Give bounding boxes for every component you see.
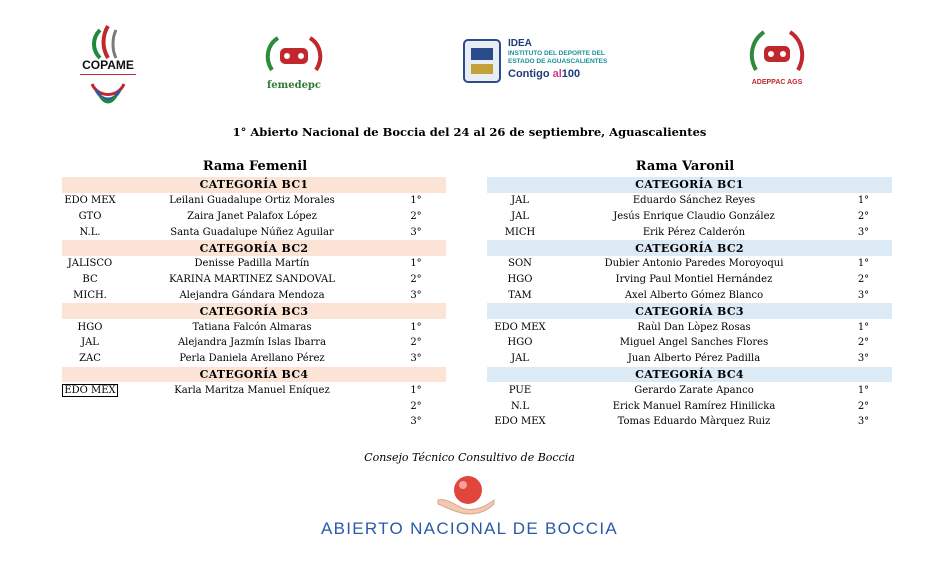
- place-cell: 1°: [410, 384, 422, 396]
- idea-line2: ESTADO DE AGUASCALIENTES: [508, 58, 608, 65]
- table-row: [62, 272, 446, 288]
- place-cell: 3°: [857, 353, 870, 365]
- table-row: [62, 351, 446, 367]
- event-title: 1° Abierto Nacional de Boccia del 24 al 26 de septiembre, Aguascalientes: [232, 125, 707, 139]
- rama-varonil-heading: Rama Varonil: [635, 159, 735, 174]
- category-label: CATEGORÍA BC3: [487, 303, 892, 319]
- athlete-cell: Tomas Eduardo Màrquez Ruiz: [617, 416, 771, 428]
- state-cell: JAL: [81, 337, 99, 349]
- table-row: [62, 193, 446, 209]
- place-cell: 3°: [857, 226, 870, 238]
- place-cell: 1°: [857, 195, 870, 207]
- boccia-ball-icon: [436, 474, 496, 516]
- state-cell: GTO: [78, 210, 102, 222]
- table-row: [487, 414, 892, 430]
- consejo-tecnico-text: Consejo Técnico Consultivo de Boccia: [364, 451, 575, 464]
- copame-underline: [80, 74, 136, 75]
- adeppac-name: ADEPPAC AGS: [751, 79, 803, 86]
- category-row: [62, 367, 446, 383]
- adeppac-wreath-icon: [744, 26, 810, 80]
- femedepc-logo: [258, 30, 330, 98]
- athlete-cell: Gerardo Zarate Apanco: [634, 384, 754, 396]
- state-cell: HGO: [507, 274, 533, 286]
- table-row: [62, 335, 446, 351]
- place-cell: 3°: [857, 289, 870, 301]
- state-cell: EDO MEX: [494, 416, 546, 428]
- table-row: [487, 193, 892, 209]
- table-row: [487, 351, 892, 367]
- place-cell: 2°: [410, 400, 422, 412]
- boccia-ball-hand-logo: [436, 474, 496, 516]
- state-cell: MICH.: [73, 289, 107, 301]
- state-cell: TAM: [508, 289, 532, 301]
- place-cell: 3°: [410, 226, 422, 238]
- state-cell: ZAC: [79, 353, 101, 365]
- category-label: CATEGORÍA BC4: [487, 367, 892, 383]
- table-row: [487, 398, 892, 414]
- place-cell: 2°: [857, 274, 870, 286]
- athlete-cell: Miguel Angel Sanches Flores: [619, 337, 769, 349]
- place-cell: 3°: [410, 416, 422, 428]
- category-label: CATEGORÍA BC2: [62, 240, 446, 256]
- athlete-cell: [118, 414, 386, 430]
- place-cell: 1°: [410, 321, 422, 333]
- athlete-cell: Leilani Guadalupe Ortiz Morales: [169, 195, 335, 207]
- athlete-cell: Eduardo Sánchez Reyes: [632, 195, 756, 207]
- category-row: [62, 177, 446, 193]
- athlete-cell: [118, 398, 386, 414]
- table-row: [62, 382, 446, 398]
- table-row: [487, 335, 892, 351]
- state-cell: N.L.: [79, 226, 101, 238]
- athlete-cell: Axel Alberto Gómez Blanco: [624, 289, 764, 301]
- abierto-nacional-boccia-text: ABIERTO NACIONAL DE BOCCIA: [320, 519, 619, 538]
- femenil-results-table: [62, 177, 446, 430]
- place-cell: 3°: [410, 289, 422, 301]
- state-cell: SON: [508, 258, 532, 270]
- athlete-cell: Santa Guadalupe Núñez Aguilar: [170, 226, 334, 238]
- table-row: [62, 224, 446, 240]
- state-cell: MICH: [504, 226, 536, 238]
- athlete-cell: Zaira Janet Palafox López: [187, 210, 317, 222]
- place-cell: 1°: [410, 258, 422, 270]
- state-cell: PUE: [508, 384, 532, 396]
- femedepc-name: femedepc: [266, 80, 322, 91]
- state-cell: BC: [82, 274, 98, 286]
- place-cell: 3°: [857, 416, 870, 428]
- place-cell: 2°: [857, 400, 870, 412]
- category-row: [62, 303, 446, 319]
- table-row: [62, 319, 446, 335]
- state-cell: JAL: [511, 210, 529, 222]
- table-row: [62, 398, 446, 414]
- idea-logo: [462, 38, 612, 86]
- athlete-cell: Dubier Antonio Paredes Moroyoqui: [604, 258, 784, 270]
- copame-name: COPAME: [82, 58, 134, 72]
- idea-slogan-c: 100: [561, 68, 581, 80]
- table-row: [487, 288, 892, 304]
- category-label: CATEGORÍA BC4: [62, 367, 446, 383]
- place-cell: 2°: [410, 274, 422, 286]
- category-label: CATEGORÍA BC3: [62, 303, 446, 319]
- place-cell: 3°: [410, 353, 422, 365]
- state-cell: EDO MEX: [494, 321, 546, 333]
- idea-line1: INSTITUTO DEL DEPORTE DEL: [508, 50, 605, 57]
- place-cell: 1°: [410, 195, 422, 207]
- adeppac-logo: [744, 26, 810, 92]
- state-cell: N.L: [511, 400, 529, 412]
- place-cell: 1°: [857, 321, 870, 333]
- place-cell: 1°: [857, 258, 870, 270]
- athlete-cell: Irving Paul Montiel Hernández: [615, 274, 773, 286]
- copame-logo: [78, 24, 138, 106]
- state-cell: [62, 414, 118, 430]
- idea-slogan-a: Contigo: [508, 68, 550, 80]
- category-label: CATEGORÍA BC1: [487, 177, 892, 193]
- category-row: [487, 303, 892, 319]
- category-row: [487, 177, 892, 193]
- idea-slogan-b: al: [552, 68, 562, 80]
- athlete-cell: KARINA MARTINEZ SANDOVAL: [169, 274, 335, 286]
- category-row: [487, 367, 892, 383]
- state-cell: HGO: [77, 321, 103, 333]
- category-row: [487, 240, 892, 256]
- category-label: CATEGORÍA BC2: [487, 240, 892, 256]
- varonil-results-table: [487, 177, 892, 430]
- state-cell: [62, 382, 118, 398]
- rama-femenil-heading: Rama Femenil: [202, 159, 308, 174]
- place-cell: 2°: [410, 337, 422, 349]
- state-cell-selected: EDO MEX: [64, 384, 116, 396]
- idea-short: IDEA: [508, 38, 532, 49]
- athlete-cell: Alejandra Gándara Mendoza: [179, 289, 325, 301]
- table-row: [487, 272, 892, 288]
- state-cell: JALISCO: [67, 258, 113, 270]
- athlete-cell: Raùl Dan Lòpez Rosas: [637, 321, 751, 333]
- athlete-cell: Karla Maritza Manuel Eníquez: [174, 384, 330, 396]
- table-row: [487, 224, 892, 240]
- table-row: [62, 414, 446, 430]
- state-cell: [62, 398, 118, 414]
- femedepc-wreath-icon: [258, 30, 330, 82]
- athlete-cell: Tatiana Falcón Almaras: [192, 321, 312, 333]
- table-row: [487, 209, 892, 225]
- athlete-cell: Perla Daniela Arellano Pérez: [179, 353, 325, 365]
- table-row: [62, 288, 446, 304]
- state-cell: JAL: [511, 353, 529, 365]
- table-row: [62, 209, 446, 225]
- table-row: [487, 382, 892, 398]
- state-cell: EDO MEX: [64, 195, 116, 207]
- aguascalientes-shield-icon: [462, 38, 502, 84]
- category-label: CATEGORÍA BC1: [62, 177, 446, 193]
- place-cell: 2°: [857, 210, 870, 222]
- table-row: [62, 256, 446, 272]
- idea-slogan: [508, 68, 580, 80]
- category-row: [62, 240, 446, 256]
- athlete-cell: Alejandra Jazmín Islas Ibarra: [177, 337, 327, 349]
- athlete-cell: Jesús Enrique Claudio González: [613, 210, 775, 222]
- athlete-cell: Juan Alberto Pérez Padilla: [627, 353, 761, 365]
- athlete-cell: Erik Pérez Calderón: [642, 226, 746, 238]
- place-cell: 2°: [410, 210, 422, 222]
- place-cell: 2°: [857, 337, 870, 349]
- athlete-cell: Erick Manuel Ramírez Hinilicka: [612, 400, 776, 412]
- table-row: [487, 256, 892, 272]
- athlete-cell: Denisse Padilla Martín: [194, 258, 310, 270]
- table-row: [487, 319, 892, 335]
- place-cell: 1°: [857, 384, 870, 396]
- state-cell: JAL: [511, 195, 529, 207]
- state-cell: HGO: [507, 337, 533, 349]
